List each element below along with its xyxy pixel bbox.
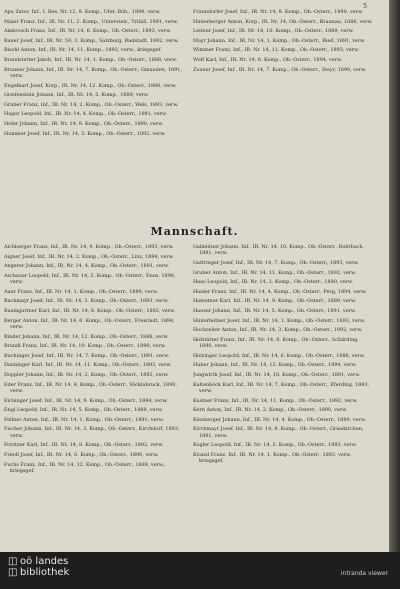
list-entry: Brandstetter Jakob, Inf., IR. Nr. 14, 1. Komp., Ob.-Österr., 1888, verw.: [4, 56, 178, 63]
list-entry: Forstner Karl, Inf., IR. Nr. 14, 8. Komp., Ob.-Österr., 1892, verw.: [4, 442, 164, 449]
list-entry: Berger Anton, Inf., IR. Nr. 14, 6. Komp., Ob.-Österr., Freistadt, 1894, verw.: [4, 317, 175, 330]
list-entry: Kastner Franz, Inf., IR. Nr. 14, 11. Komp., Ob.-Österr., 1892, verw.: [193, 397, 358, 404]
list-entry: Leitner Josef, Inf., IR. Nr. 14, 10. Komp., Ob.-Österr., 1889, verw.: [193, 28, 354, 35]
list-entry: Doppler Johann, Inf., IR. Nr. 14, 2. Komp., Ob.-Österr., 1892, verw.: [4, 371, 169, 378]
list-entry: Hinterleitner Josef, Inf., IR. Nr. 14, 1. Komp., Ob.-Österr., 1893, verw.: [193, 317, 366, 324]
list-entry: Greifenstein Johann, Inf., IR. Nr. 14, 5. Komp., 1889, verw.: [4, 92, 150, 99]
logo-line-1: oö landes: [20, 556, 69, 567]
viewer-label: intranda viewer: [340, 570, 388, 577]
list-entry: Gruber Franz, Inf., IR. Nr. 14, 2. Komp., Ob.-Österr., Wels, 1893, verw.: [4, 101, 179, 108]
lower-right-column: [193, 244, 373, 468]
list-entry: Auer Franz, Inf., IR. Nr. 14, 1. Komp., Ob.-Österr., 1889, verw.: [4, 288, 158, 295]
list-entry: Bischl Anton, Inf., IR. Nr. 14, 11. Komp., 1892, verw., kriegsgef.: [4, 47, 162, 54]
list-entry: Hauser Johann, Inf., IR. Nr. 14, 5. Komp., Ob.-Österr., 1891, verw.: [193, 307, 356, 314]
logo-mark-icon-2: ◫: [8, 567, 18, 578]
list-entry: Eichinger Josef, Inf., IR. Nr. 14, 9. Komp., Ob.-Österr., 1894, verw.: [4, 397, 168, 404]
list-entry: Hochreiter Anton, Inf., IR. Nr. 14, 3. Komp., Ob.-Österr., 1892, verw.: [193, 327, 363, 334]
section-heading: Mannschaft.: [150, 225, 239, 238]
list-entry: Kirchmayr Josef, Inf., IR. Nr. 14, 9. Komp., Ob.-Österr., Grieskirchen, 1891, verw.: [193, 426, 364, 439]
list-entry: Gahleitner Johann, Inf., IR. Nr. 14, 10. Komp., Ob.-Österr., Rohrbach, 1891, verw.: [193, 244, 365, 257]
list-entry: Fuchs Franz, Inf., IR. Nr. 14, 12. Komp., Ob.-Österr., 1888, verw., kriegsgef.: [4, 461, 166, 474]
list-entry: Buchinger Josef, Inf., IR. Nr. 14, 7. Komp., Ob.-Österr., 1891, verw.: [4, 352, 170, 359]
list-entry: Aichberger Franz, Inf., IR. Nr. 14, 9. Komp., Ob.-Österr., 1893, verw.: [4, 244, 174, 250]
lower-left-column: [4, 244, 184, 478]
list-entry: Hofer Johann, Inf., IR. Nr. 14, 9. Komp., Ob.-Österr., 1890, verw.: [4, 120, 164, 127]
list-entry: Gattringer Josef, Inf., IR. Nr. 14, 7. Komp., Ob.-Österr., 1893, verw.: [193, 260, 359, 266]
list-entry: Hinterberger Anton, Korp., IR. Nr. 14, Ob.-Österr., Braunau, 1888, verw.: [193, 18, 373, 25]
logo-mark-icon: ◫: [8, 556, 18, 567]
list-entry: Holzinger Leopold, Inf., IR. Nr. 14, 6. Komp., Ob.-Österr., 1888, verw.: [193, 352, 365, 359]
list-entry: Mayr Johann, Inf., IR. Nr. 14, 1. Komp., Ob.-Österr., Ried, 1891, verw.: [193, 37, 366, 44]
list-entry: Fellner Anton, Inf., IR. Nr. 14, 1. Komp., Ob.-Österr., 1891, verw.: [4, 416, 164, 423]
list-entry: Binder Johann, Inf., IR. Nr. 14, 12. Komp., Ob.-Österr., 1888, verw.: [4, 333, 169, 340]
list-entry: Danninger Karl, Inf., IR. Nr. 14, 11. Komp., Ob.-Österr., 1893, verw.: [4, 362, 172, 369]
list-entry: Kogler Leopold, Inf., IR. Nr. 14, 5. Komp., Ob.-Österr., 1893, verw.: [193, 442, 357, 449]
list-entry: Brandl Franz, Inf., IR. Nr. 14, 10. Komp., Ob.-Österr., 1890, verw.: [4, 343, 166, 350]
list-entry: Friedl Josef, Inf., IR. Nr. 14, 6. Komp., Ob.-Österr., 1890, verw.: [4, 451, 159, 458]
list-entry: Hummer Josef, Inf., IR. Nr. 14, 3. Komp., Ob.-Österr., 1892, verw.: [4, 130, 166, 137]
list-entry: Gruber Anton, Inf., IR. Nr. 14, 11. Komp., Ob.-Österr., 1892, verw.: [193, 269, 357, 276]
list-entry: Haas Leopold, Inf., IR. Nr. 14, 2. Komp., Ob.-Österr., 1890, verw.: [193, 279, 354, 286]
list-entry: Wolf Karl, Inf., IR. Nr. 14, 6. Komp., Ob.-Österr., 1894, verw.: [193, 56, 343, 63]
list-entry: Fraundorfer Josef, Inf., IR. Nr. 14, 8. Komp., Ob.-Österr., 1890, verw.: [193, 9, 363, 15]
list-entry: Angerer Johann, Inf., IR. Nr. 14, 4. Komp., Ob.-Österr., 1891, verw.: [4, 263, 170, 270]
list-entry: Engl Leopold, Inf., IR. Nr. 14, 5. Komp., Ob.-Österr., 1889, verw.: [4, 407, 163, 414]
list-entry: Hofstätter Franz, Inf., IR. Nr. 14, 8. Komp., Ob.-Österr., Schärding, 1890, verw.: [193, 336, 359, 350]
list-entry: Brunner Johann, Inf., IR. Nr. 14, 7. Komp., Ob.-Österr., Gmunden, 1891, verw.: [4, 66, 182, 79]
list-entry: Baumgartner Karl, Inf., IR. Nr. 14, 8. Komp., Ob.-Österr., 1892, verw.: [4, 307, 176, 314]
list-entry: Aschauer Leopold, Inf., IR. Nr. 14, 5. Komp., Ob.-Österr., Enns, 1890, verw.: [4, 272, 176, 286]
list-entry: Aigner Josef, Inf., IR. Nr. 14, 2. Komp., Ob.-Österr., Linz, 1894, verw.: [4, 253, 174, 260]
list-entry: Eder Franz, Inf., IR. Nr. 14, 4. Komp., Ob.-Österr., Vöcklabruck, 1890, verw.: [4, 381, 177, 394]
upper-right-column: [193, 9, 373, 76]
list-entry: Engelhart Josef, Korp., IR. Nr. 14, 12. Komp., Ob.-Österr., 1890, verw.: [4, 82, 177, 89]
list-entry: Maier Franz, Inf., IR. Nr. 11, 2. Komp., Untersteir., Trifail, 1891, verw.: [4, 18, 179, 25]
list-entry: Haider Franz, Inf., IR. Nr. 14, 4. Komp., Ob.-Österr., Perg, 1894, verw.: [193, 288, 367, 295]
page-edge-shadow: [389, 0, 400, 552]
list-entry: Kern Anton, Inf., IR. Nr. 14, 2. Komp., Ob.-Österr., 1890, verw.: [193, 407, 348, 414]
list-entry: Kranzl Franz, Inf., IR. Nr. 14, 1. Komp., Ob.-Österr., 1892, verw., kriegsgef.: [193, 451, 353, 465]
list-entry: Fischer Johann, Inf., IR. Nr. 14, 3. Komp., Ob.-Österr., Kirchdorf, 1893, verw.: [4, 426, 180, 439]
list-entry: Jungwirth Josef, Inf., IR. Nr. 14, 10. Komp., Ob.-Österr., 1891, verw.: [193, 371, 361, 378]
list-entry: Bauer Josef, Inf., IR. Nr. 59, 3. Komp., Salzburg, Radstadt, 1892, verw.: [4, 37, 179, 44]
list-entry: Huber Johann, Inf., IR. Nr. 14, 12. Komp., Ob.-Österr., 1894, verw.: [193, 362, 357, 369]
page-number: 5: [363, 3, 367, 10]
list-entry: Bachmayr Josef, Inf., IR. Nr. 14, 3. Komp., Ob.-Österr., 1893, verw.: [4, 298, 169, 305]
list-entry: Hametner Karl, Inf., IR. Nr. 14, 9. Komp., Ob.-Österr., 1889, verw.: [193, 298, 357, 305]
list-entry: Kienberger Johann, Inf., IR. Nr. 14, 4. Komp., Ob.-Österr., 1889, verw.: [193, 416, 366, 423]
list-entry: Wimmer Franz, Inf., IR. Nr. 14, 11. Komp., Ob.-Österr., 1893, verw.: [193, 47, 360, 54]
list-entry: Kaltenböck Karl, Inf., IR. Nr. 14, 7. Komp., Ob.-Österr., Eferding, 1893, verw.: [193, 381, 370, 394]
library-logo[interactable]: [8, 556, 69, 578]
list-entry: Ambrosch Franz, Inf., IR. Nr. 14, 6. Komp., Ob.-Österr., 1893, verw.: [4, 28, 171, 35]
list-entry: Apu Zator, Inf., I. Res. Nr. 12, 8. Komp., Ufer. Böh., 1894, verw.: [4, 9, 161, 15]
upper-left-column: [4, 9, 184, 140]
list-entry: Hager Leopold, Inf., IR. Nr. 14, 4. Komp., Ob.-Österr., 1891, verw.: [4, 111, 168, 118]
logo-line-2: bibliothek: [20, 567, 70, 578]
list-entry: Zauner Josef, Inf., IR. Nr. 14, 7. Komp., Ob.-Österr., Steyr, 1890, verw.: [193, 66, 367, 73]
